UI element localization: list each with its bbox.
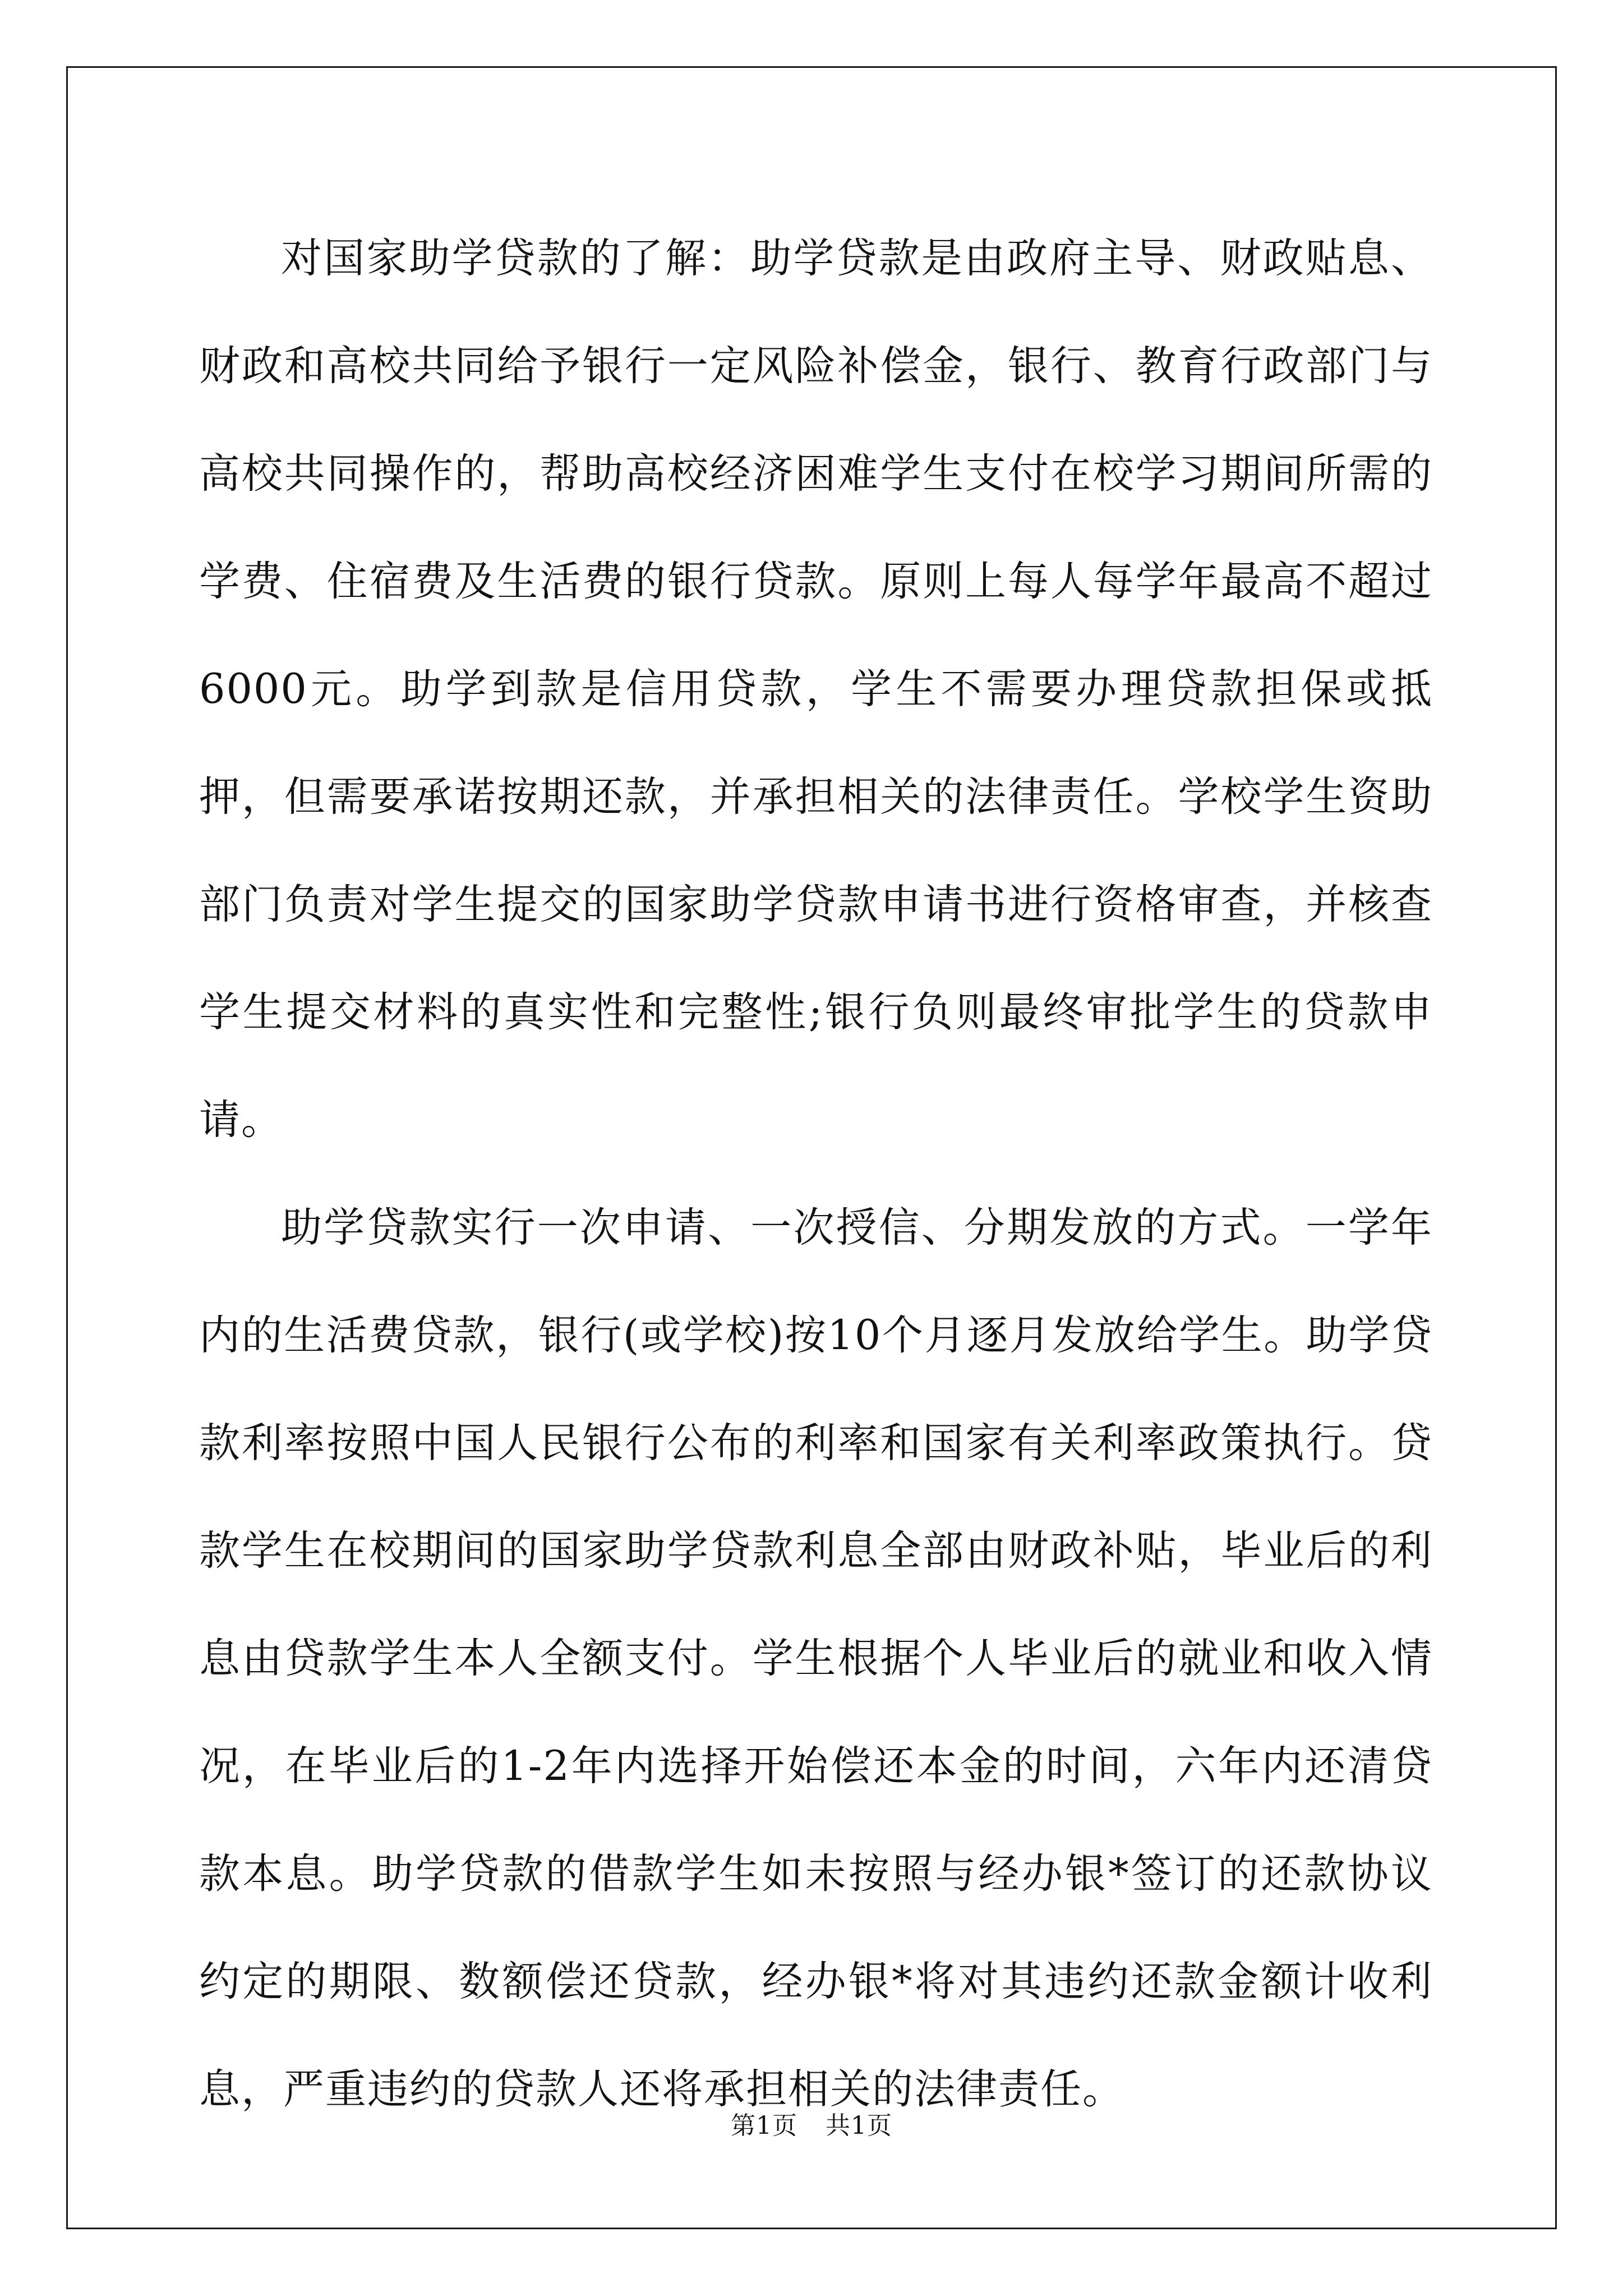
paragraph-2: 助学贷款实行一次申请、一次授信、分期发放的方式。一学年内的生活费贷款，银行(或学校)按10个月逐月发放给学生。助学贷款利率按照中国人民银行公布的利率和国家有关利率政策执行。贷款学生在校期间的国家助学贷款利息全部由财政补贴，毕业后的利息由贷款学生本人全额支付。学生根据个人毕业后的就业和收入情况，在毕业后的1-2年内选择开始偿还本金的时间，六年内还清贷款本息。助学贷款的借款学生如未按照与经办银*签订的还款协议约定的期限、数额偿还贷款，经办银*将对其违约还款金额计收利息，严重违约的贷款人还将承担相关的法律责任。	[199, 1204, 1433, 2113]
page-number-current: 第1页	[731, 2111, 797, 2140]
page-number-total: 共1页	[826, 2111, 892, 2140]
document-body	[199, 205, 1433, 2143]
page-footer	[0, 2109, 1623, 2143]
paragraph-1: 对国家助学贷款的了解：助学贷款是由政府主导、财政贴息、财政和高校共同给予银行一定风险补偿金，银行、教育行政部门与高校共同操作的，帮助高校经济困难学生支付在校学习期间所需的学费、住宿费及生活费的银行贷款。原则上每人每学年最高不超过6000元。助学到款是信用贷款，学生不需要办理贷款担保或抵押，但需要承诺按期还款，并承担相关的法律责任。学校学生资助部门负责对学生提交的国家助学贷款申请书进行资格审查，并核查学生提交材料的真实性和完整性;银行负则最终审批学生的贷款申请。	[199, 234, 1433, 1144]
